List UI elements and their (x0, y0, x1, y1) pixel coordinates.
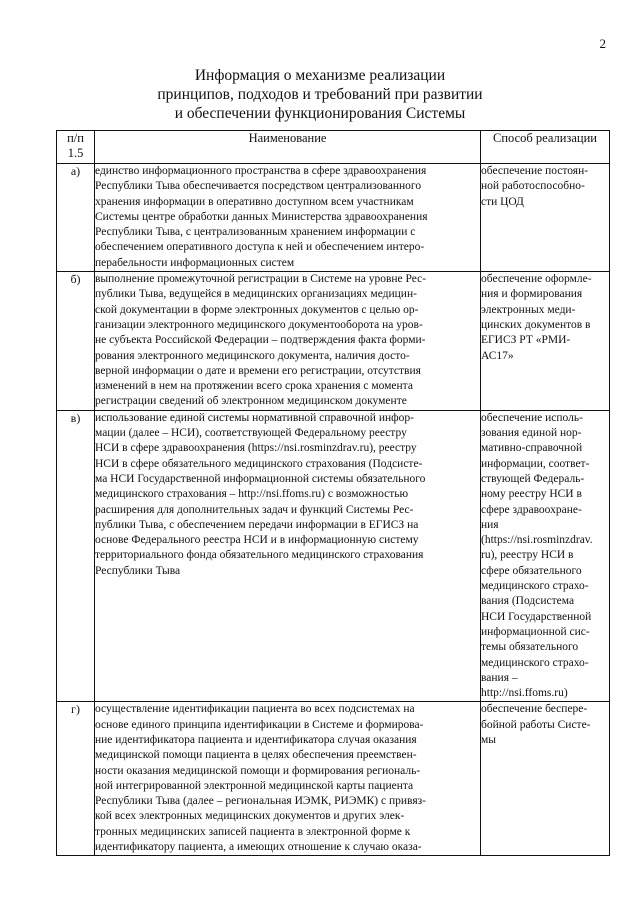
row-description (95, 164, 481, 272)
method-line: ния (481, 518, 499, 531)
text-line: осуществление идентификации пациента во всех подсистемах на (95, 703, 415, 716)
method-line: ствующей Федераль- (481, 472, 585, 485)
text-line: публики Тыва, ведущейся в медицинских организациях медицин- (95, 288, 417, 301)
title-line: принципов, подходов и требований при развитии (157, 86, 483, 103)
row-description (95, 410, 481, 702)
text-line: регистрации сведений об электронном медицинском документе (95, 395, 407, 408)
title-line: и обеспечении функционирования Системы (174, 105, 466, 122)
method-line: зования единой нор- (481, 427, 582, 440)
method-line: ЕГИСЗ РТ «РМИ- (481, 334, 571, 347)
row-description (95, 702, 481, 856)
implementation-table (56, 130, 610, 856)
method-line: (https://nsi.rosminzdrav. (481, 534, 593, 547)
header-number-line: п/п (67, 131, 84, 145)
text-line: основе единого принципа идентификации в Системе и формирова- (95, 718, 424, 731)
method-line: АС17» (481, 349, 514, 362)
title-line: Информация о механизме реализации (194, 67, 446, 84)
text-line: ганизации электронного медицинского документооборота на уров- (95, 318, 423, 331)
method-line: обеспечение беспере- (481, 703, 588, 716)
method-line: мы (481, 733, 497, 746)
text-line: рования электронного медицинского документа, наличия досто- (95, 349, 410, 362)
text-line: Республики Тыва (далее – региональная ИЭМК, РИЭМК) с привяз- (95, 795, 426, 808)
table-header-row (57, 131, 610, 164)
method-line: вания (Подсистема (481, 595, 575, 608)
text-line: медицинского страхования – http://nsi.ffoms.ru) с возможностью (95, 488, 409, 501)
method-line: НСИ Государственной (481, 610, 592, 623)
method-line: сфере здравоохране- (481, 503, 582, 516)
text-line: выполнение промежуточной регистрации в Системе на уровне Рес- (95, 273, 427, 286)
header-method: Способ реализации (481, 131, 610, 164)
text-line: публики Тыва, с обеспечением передачи информации в ЕГИСЗ на (95, 518, 419, 531)
row-method (481, 702, 610, 856)
text-line: единство информационного пространства в сфере здравоохранения (95, 165, 427, 177)
text-line: Системы центре обработки данных Министерства здравоохранения (95, 210, 428, 223)
text-line: ма НСИ Государственной информационной системы обязательного (95, 472, 426, 485)
text-line: не субъекта Российской Федерации – подтверждения факта форми- (95, 334, 426, 347)
row-number: в) (57, 410, 95, 702)
text-line: верной информации о дате и времени его регистрации, отсутствия (95, 364, 421, 377)
text-line: кой всех электронных медицинских документов и других элек- (95, 810, 405, 823)
row-method (481, 164, 610, 272)
text-line: ние идентификатора пациента и идентификатора случая оказания (95, 733, 417, 746)
text-line: обеспечением оперативного доступа к ней и обеспечением интеро- (95, 241, 425, 254)
text-line: ной интегрированной электронной медицинской карты пациента (95, 779, 414, 792)
page-number: 2 (599, 36, 606, 51)
row-description (95, 272, 481, 411)
method-line: сти ЦОД (481, 195, 524, 208)
header-name: Наименование (95, 131, 481, 164)
method-line: ному реестру НСИ в (481, 488, 582, 501)
text-line: изменений в нем на протяжении всего срока хранения с момента (95, 380, 413, 393)
table-row (57, 410, 610, 702)
method-line: ru), реестру НСИ в (481, 549, 574, 562)
method-line: мативно-справочной (481, 442, 583, 455)
method-line: обеспечение постоян- (481, 165, 589, 177)
row-method (481, 272, 610, 411)
text-line: Республики Тыва обеспечивается посредством централизованного (95, 180, 422, 193)
row-method (481, 410, 610, 702)
method-line: медицинского страхо- (481, 656, 589, 669)
method-line: информационной сис- (481, 625, 590, 638)
method-line: ния и формирования (481, 288, 583, 301)
text-line: основе Федерального реестра НСИ и в информационную систему (95, 534, 419, 547)
text-line: тронных медицинских записей пациента в электронной форме к (95, 825, 411, 838)
row-number: б) (57, 272, 95, 411)
text-line: идентификатору пациента, а имеющих отношение к случаю оказа- (95, 841, 422, 854)
header-number-line: 1.5 (67, 146, 84, 160)
table-row (57, 702, 610, 856)
method-line: вания – (481, 671, 518, 684)
text-line: НСИ в сфере обязательного медицинского страхования (Подсисте- (95, 457, 423, 470)
method-line: бойной работы Систе- (481, 718, 591, 731)
method-line: электронных меди- (481, 303, 576, 316)
method-line: обеспечение оформле- (481, 273, 592, 286)
text-line: ности оказания медицинской помощи и формирования региональ- (95, 764, 421, 777)
method-line: медицинского страхо- (481, 580, 589, 593)
table-row (57, 164, 610, 272)
text-line: медицинской помощи пациента в целях обеспечения преемствен- (95, 749, 417, 762)
text-line: Республики Тыва (95, 564, 181, 577)
text-line: перабельности информационных систем (95, 256, 295, 269)
method-line: информации, соответ- (481, 457, 590, 470)
table-row (57, 272, 610, 411)
row-number: г) (57, 702, 95, 856)
text-line: Республики Тыва, с централизованным хранением информации с (95, 226, 416, 239)
text-line: хранения информации в оперативно доступном всем участникам (95, 195, 414, 208)
document-title (0, 66, 640, 123)
method-line: ной работоспособно- (481, 180, 585, 193)
method-line: http://nsi.ffoms.ru) (481, 687, 568, 700)
method-line: обеспечение исполь- (481, 411, 583, 424)
text-line: мации (далее – НСИ), соответствующей Федеральному реестру (95, 427, 407, 440)
text-line: НСИ в сфере здравоохранения (https://nsi.rosminzdrav.ru), реестру (95, 442, 417, 455)
method-line: цинских документов в (481, 318, 591, 331)
text-line: ской документации в форме электронных документов с целью ор- (95, 303, 419, 316)
text-line: территориального фонда обязательного медицинского страхования (95, 549, 424, 562)
text-line: расширения для дополнительных задач и функций Системы Рес- (95, 503, 414, 516)
text-line: использование единой системы нормативной справочной инфор- (95, 411, 414, 424)
header-number (57, 131, 95, 164)
row-number: а) (57, 164, 95, 272)
method-line: темы обязательного (481, 641, 579, 654)
method-line: сфере обязательного (481, 564, 582, 577)
